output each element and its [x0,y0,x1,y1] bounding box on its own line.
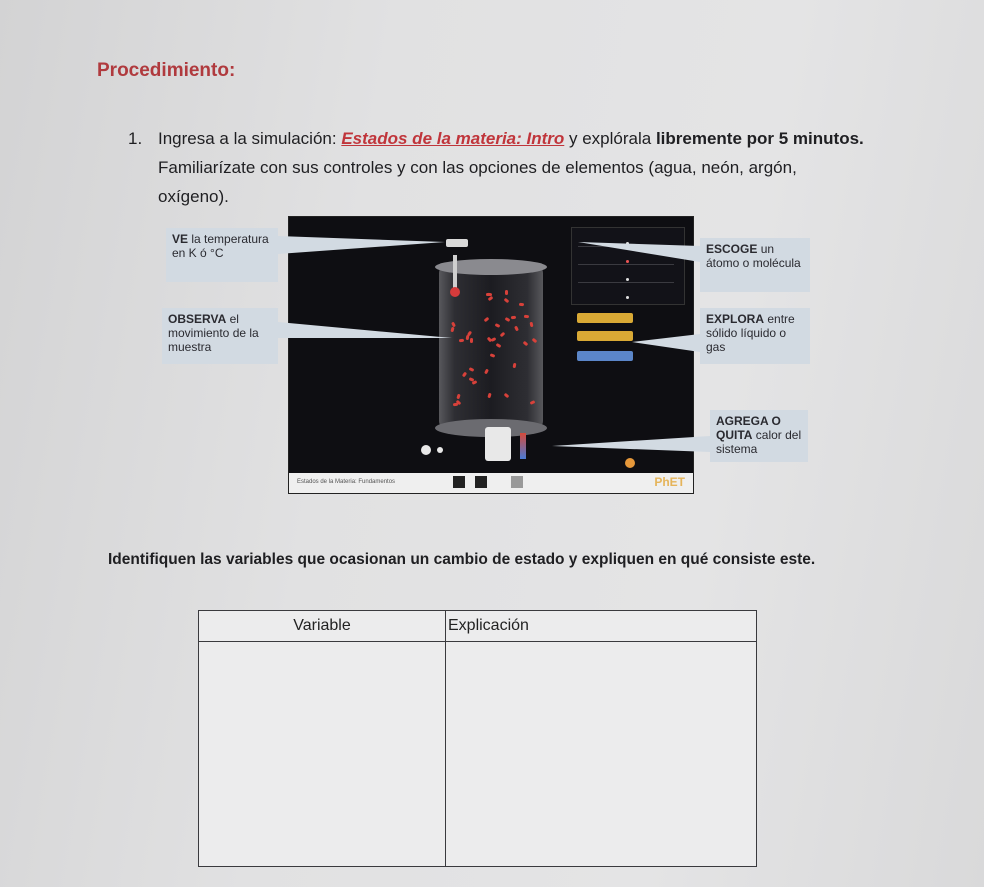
pointer-temperature [278,236,445,254]
header-explicacion: Explicación [446,611,757,642]
pointer-movement [278,322,452,338]
callout-bold: OBSERVA [168,312,227,326]
callout-text: la temperatura en K ó °C [172,232,269,260]
procedure-heading: Procedimiento: [97,60,236,81]
simulation-figure [160,214,810,494]
callout-bold: EXPLORA [706,312,765,326]
sim-title: Estados de la Materia: Fundamentos [297,479,396,485]
callout-pointers [160,214,810,494]
callout-text: entre sólido líquido o gas [706,312,795,354]
pointer-heat [552,436,710,452]
cell-explicacion[interactable] [446,642,757,867]
callout-text: un átomo o molécula [706,242,801,270]
procedure-step-1 [128,124,868,211]
callout-bold: ESCOGE [706,242,758,256]
callout-bold: AGREGA O QUITA [716,414,781,442]
step-text-part: Ingresa a la simulación: [158,129,342,148]
callout-text: calor del sistema [716,428,802,456]
step-text [158,124,868,211]
cell-variable[interactable] [199,642,446,867]
table-header-row [199,611,757,642]
callout-text: el movimiento de la muestra [168,312,259,354]
table-row [199,642,757,867]
pointer-choose [578,242,700,262]
simulation-link[interactable]: Estados de la materia: Intro [341,129,565,148]
step-number: 1. [128,129,143,148]
phet-logo: PhET [654,475,685,489]
step-text-part: Familiarízate con sus controles y con las opciones de elementos (agua, neón, argón, oxígeno). [158,158,797,206]
instruction-text: Identifiquen las variables que ocasionan un cambio de estado y expliquen en qué consiste este. [108,551,816,568]
step-text-part: y explórala [564,129,656,148]
variables-table [198,610,757,867]
callout-bold: VE [172,232,189,246]
step-bold-text: libremente por 5 minutos. [655,129,864,148]
pointer-explore [632,334,700,352]
header-variable: Variable [199,611,446,642]
